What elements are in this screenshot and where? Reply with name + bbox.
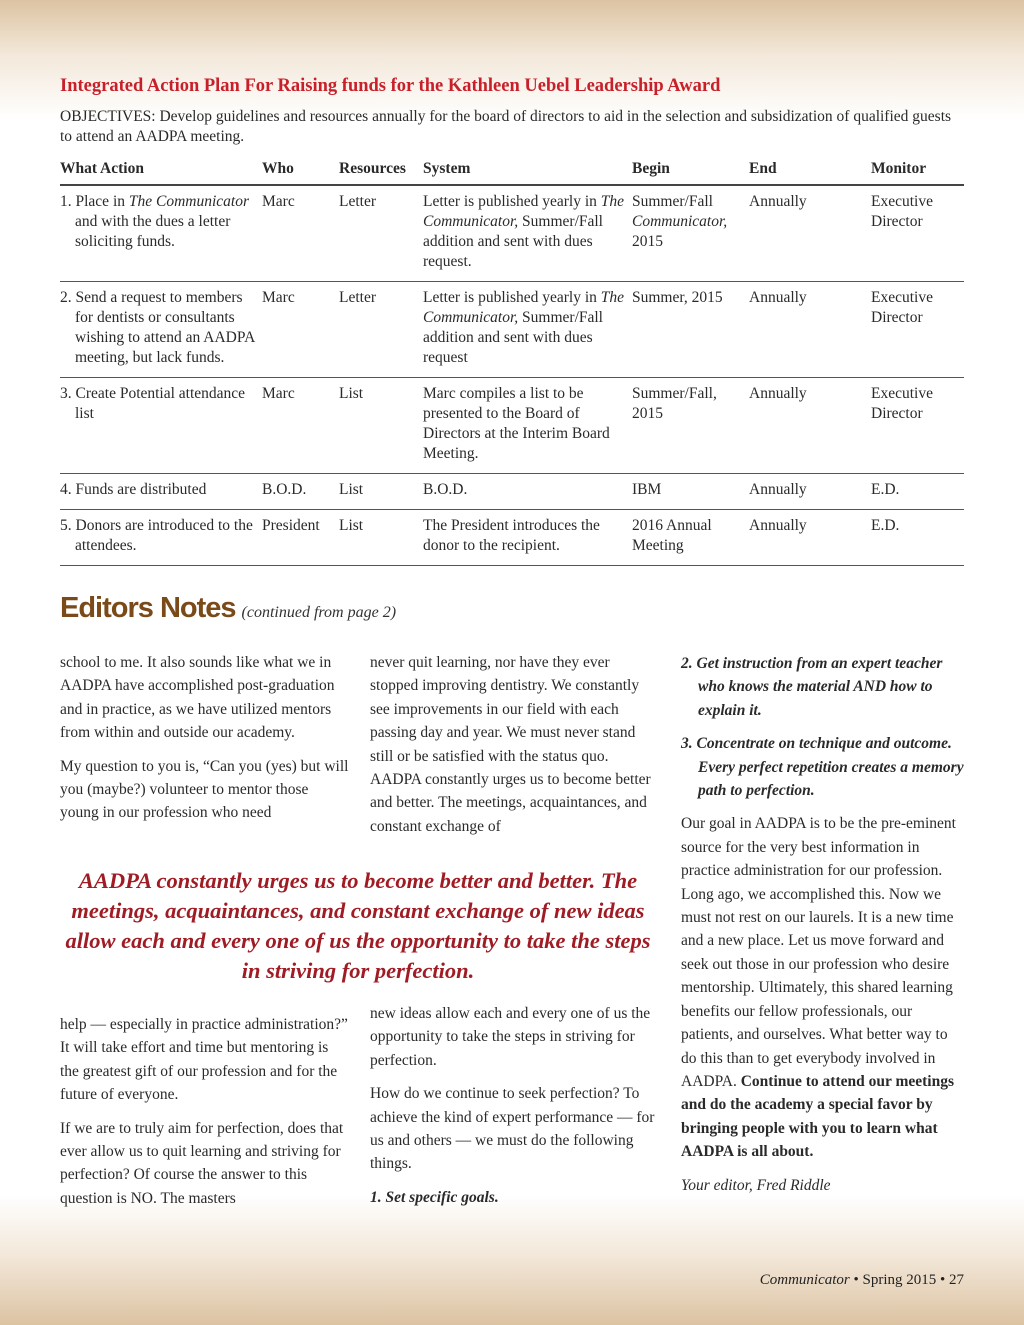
table-row (60, 510, 964, 566)
cell-action (60, 185, 262, 282)
cell-begin (632, 185, 749, 282)
cell-action (60, 510, 262, 566)
action-plan-table (60, 155, 964, 566)
cell-system (423, 282, 632, 378)
cell-end: Annually (749, 474, 871, 510)
cell-who: Marc (262, 185, 339, 282)
cell-monitor: Executive Director (871, 282, 964, 378)
system-text: Summer/Fall addition and sent with dues request. (423, 213, 603, 270)
action-text: 4. Funds are distributed (60, 481, 207, 498)
system-text: Letter is published yearly in (423, 289, 601, 306)
cell-monitor: Executive Director (871, 378, 964, 474)
step-1: 1. Set specific goals. (370, 1188, 499, 1206)
header-begin: Begin (632, 155, 749, 185)
cell-begin: 2016 Annual Meeting (632, 510, 749, 566)
cell-resources: List (339, 510, 423, 566)
system-text: Letter is published yearly in (423, 193, 601, 210)
page-footer (760, 1272, 964, 1289)
system-text: Summer/Fall addition and sent with dues request (423, 309, 603, 366)
editors-notes-subtitle: (continued from page 2) (241, 604, 397, 621)
cell-system: Marc compiles a list to be presented to the Board of Directors at the Interim Board Meeting. (423, 378, 632, 474)
publication-name: The Communicator, (423, 193, 625, 230)
cell-action (60, 378, 262, 474)
header-system: System (423, 155, 632, 185)
step-3: 3. Concentrate on technique and outcome. Every perfect repetition creates a memory path to perfection. (681, 735, 964, 800)
cell-action (60, 474, 262, 510)
cell-resources: List (339, 474, 423, 510)
column-3 (681, 652, 966, 1207)
cell-who: B.O.D. (262, 474, 339, 510)
header-monitor: Monitor (871, 155, 964, 185)
cell-who: Marc (262, 282, 339, 378)
begin-text: 2015 (632, 233, 663, 250)
action-plan-section (60, 76, 964, 566)
plan-objectives: OBJECTIVES: Develop guidelines and resources annually for the board of directors to aid in the selection and subsidization of qualified guests to attend an AADPA meeting. (60, 108, 952, 145)
cell-who: Marc (262, 378, 339, 474)
table-row (60, 185, 964, 282)
cell-action (60, 282, 262, 378)
call-to-action: Continue to attend our meetings and do the academy a special favor by bringing people with you to learn what AADPA is all about. (681, 1072, 955, 1161)
column-1-top (60, 651, 350, 835)
header-who: Who (262, 155, 339, 185)
action-text: and with the dues a letter soliciting funds. (75, 213, 231, 250)
editor-signature: Your editor, Fred Riddle (681, 1176, 831, 1194)
paragraph: never quit learning, nor have they ever stopped improving dentistry. We constantly see improvements in our field with each passing day and year. We must never stand still or be satisfied with the status quo. AADPA constantly urges us to become better and better. The meetings, acquaintances, and constant exchange of (370, 654, 651, 835)
paragraph: My question to you is, “Can you (yes) but will you (maybe?) volunteer to mentor those young in our profession who need (60, 757, 349, 822)
pull-quote: AADPA constantly urges us to become better and better. The meetings, acquaintances, and constant exchange of new ideas allow each and every one of us the opportunity to take the steps in striving for perfection. (65, 868, 651, 983)
header-end: End (749, 155, 871, 185)
action-text: 3. Create Potential attendance list (60, 385, 246, 422)
header-what-action: What Action (60, 155, 262, 185)
cell-end: Annually (749, 378, 871, 474)
cell-system: The President introduces the donor to the recipient. (423, 510, 632, 566)
paragraph: school to me. It also sounds like what we in AADPA have accomplished post-graduation and in practice, as we have utilized mentors from within and outside our academy. (60, 654, 335, 742)
table-row (60, 282, 964, 378)
cell-resources: List (339, 378, 423, 474)
cell-begin: IBM (632, 474, 749, 510)
cell-end: Annually (749, 282, 871, 378)
action-text: 5. Donors are introduced to the attendees. (60, 517, 253, 554)
column-2-top (370, 651, 660, 848)
plan-title: Integrated Action Plan For Raising funds for the Kathleen Uebel Leadership Award (60, 76, 721, 96)
cell-resources: Letter (339, 282, 423, 378)
footer-publication: Communicator (759, 1272, 850, 1288)
paragraph: How do we continue to seek perfection? To achieve the kind of expert performance — for us and others — we must do the following things. (370, 1085, 655, 1173)
step-2: 2. Get instruction from an expert teacher who knows the material AND how to explain it. (681, 655, 943, 719)
paragraph: If we are to truly aim for perfection, does that ever allow us to quit learning and striving for perfection? Of course the answer to this question is NO. The masters (60, 1119, 344, 1207)
column-1-bottom (60, 1013, 350, 1220)
action-text: 1. Place in (60, 193, 129, 210)
cell-end: Annually (749, 510, 871, 566)
cell-system: B.O.D. (423, 474, 632, 510)
column-2-bottom (370, 1002, 660, 1219)
cell-end: Annually (749, 185, 871, 282)
cell-begin: Summer/Fall, 2015 (632, 378, 749, 474)
cell-resources: Letter (339, 185, 423, 282)
editors-notes-title: Editors Notes (60, 592, 236, 624)
publication-name: The Communicator, (423, 289, 625, 326)
paragraph (681, 812, 966, 1163)
cell-begin: Summer, 2015 (632, 282, 749, 378)
editors-notes-heading (60, 592, 396, 625)
cell-system (423, 185, 632, 282)
paragraph: new ideas allow each and every one of us the opportunity to take the steps in striving for perfection. (370, 1005, 651, 1069)
action-text: 2. Send a request to members for dentists or consultants wishing to attend an AADPA meeting, but lack funds. (60, 289, 255, 366)
header-resources: Resources (339, 155, 423, 185)
table-header-row (60, 155, 964, 185)
paragraph: help — especially in practice administration?” It will take effort and time but mentoring is the greatest gift of our profession and for the future of everyone. (60, 1016, 348, 1104)
begin-text: Summer/Fall (632, 193, 713, 210)
table-row (60, 474, 964, 510)
cell-monitor: Executive Director (871, 185, 964, 282)
cell-monitor: E.D. (871, 474, 964, 510)
goal-text: Our goal in AADPA is to be the pre-eminent source for the very best information in practice administration for our profession. Long ago, we accomplished this. Now we must not rest on our laurels. It is a new time and a new place. Let us move forward and seek out those in our profession who desire mentorship. Ultimately, this shared learning benefits our fellow professionals, our patients, and ourselves. What better way to do this than to get everybody involved in AADPA. (681, 815, 956, 1090)
footer-issue: • Spring 2015 • 27 (849, 1272, 964, 1288)
cell-who: President (262, 510, 339, 566)
cell-monitor: E.D. (871, 510, 964, 566)
table-row (60, 378, 964, 474)
publication-name: The Communicator (128, 193, 249, 210)
publication-name: Communicator, (632, 213, 728, 230)
